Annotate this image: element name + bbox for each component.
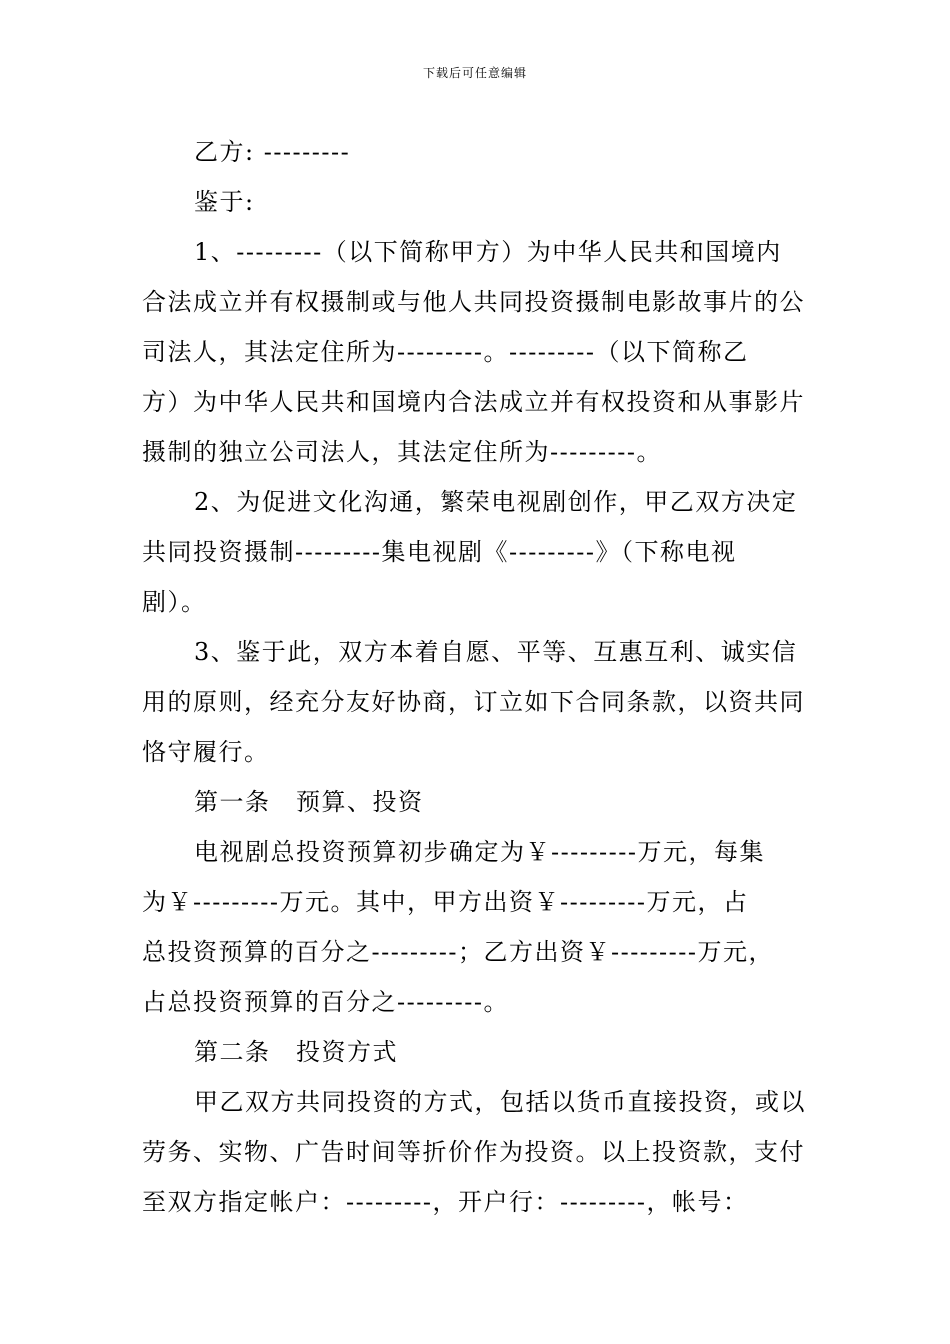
paragraph-line: 3、鉴于此，双方本着自愿、平等、互惠互利、诚实信 (194, 638, 798, 666)
paragraph-line: 占总投资预算的百分之---------。 (142, 988, 509, 1016)
paragraph-line: 剧）。 (142, 588, 207, 616)
paragraph-line: 方）为中华人民共和国境内合法成立并有权投资和从事影片 (142, 388, 805, 416)
paragraph-line: 2、为促进文化沟通，繁荣电视剧创作，甲乙双方决定 (194, 488, 798, 516)
paragraph-line: 恪守履行。 (142, 738, 270, 766)
paragraph-line: 总投资预算的百分之---------；乙方出资￥---------万元， (142, 938, 774, 966)
party-b-line: 乙方: --------- (194, 138, 351, 166)
paragraph-line: 至双方指定帐户：---------，开户行：---------，帐号： (142, 1188, 749, 1216)
paragraph-line: 1、---------（以下简称甲方）为中华人民共和国境内 (194, 238, 782, 266)
article-1-heading: 第一条 预算、投资 (194, 788, 424, 816)
paragraph-line: 劳务、实物、广告时间等折价作为投资。以上投资款，支付 (142, 1138, 805, 1166)
paragraph-line: 为￥---------万元。其中，甲方出资￥---------万元，占 (142, 888, 749, 916)
paragraph-line: 合法成立并有权摄制或与他人共同投资摄制电影故事片的公 (142, 288, 805, 316)
paragraph-line: 甲乙双方共同投资的方式，包括以货币直接投资，或以 (194, 1088, 806, 1116)
whereas-heading: 鉴于: (194, 188, 255, 216)
paragraph-line: 共同投资摄制---------集电视剧《---------》（下称电视 (142, 538, 737, 566)
page-header: 下载后可任意编辑 (422, 66, 527, 80)
paragraph-line: 用的原则，经充分友好协商，订立如下合同条款，以资共同 (142, 688, 805, 716)
paragraph-line: 司法人，其法定住所为---------。---------（以下简称乙 (142, 338, 749, 366)
paragraph-line: 电视剧总投资预算初步确定为￥---------万元，每集 (194, 838, 765, 866)
paragraph-line: 摄制的独立公司法人，其法定住所为---------。 (142, 438, 662, 466)
article-2-heading: 第二条 投资方式 (194, 1038, 398, 1066)
